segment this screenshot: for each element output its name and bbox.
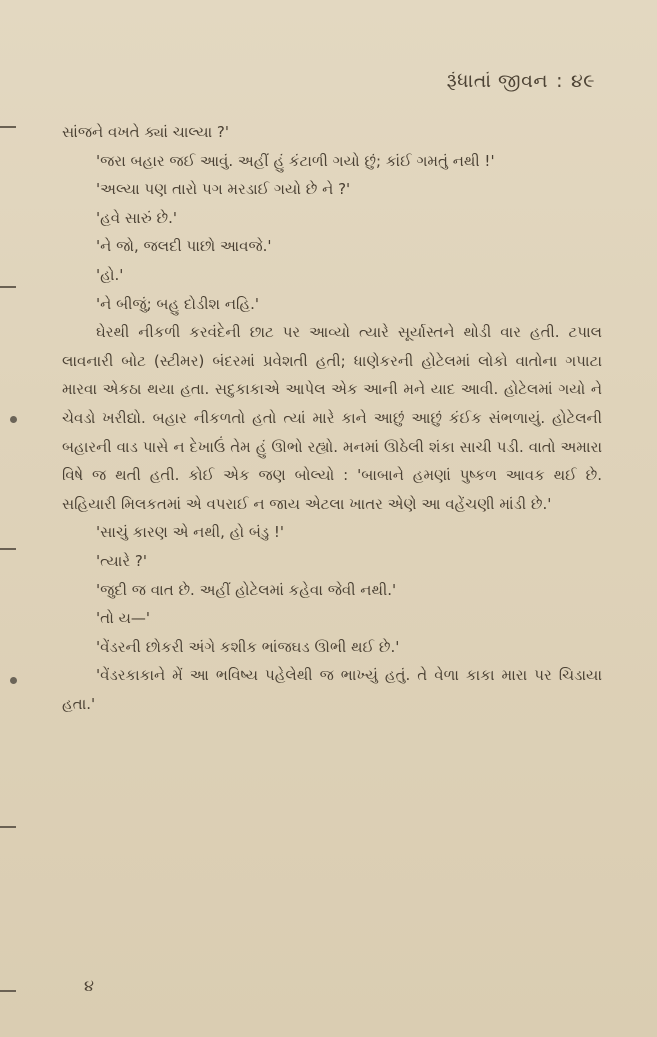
paragraph: 'જુદી જ વાત છે. અહીં હોટેલમાં કહેવા જેવી નથી.' [96, 580, 397, 599]
margin-binding-mark [0, 826, 16, 828]
margin-hole-dot [10, 677, 17, 684]
margin-binding-mark [0, 286, 16, 288]
signature-mark: ૪ [84, 976, 94, 995]
header-separator: : [556, 70, 563, 92]
margin-binding-mark [0, 548, 16, 550]
page-number: ૪૯ [570, 70, 595, 92]
paragraph: 'ને જો, જલદી પાછો આવજે.' [96, 237, 272, 256]
paragraph: 'અલ્યા પણ તારો પગ મરડાઈ ગયો છે ને ?' [96, 180, 351, 199]
paragraph: સાંજને વખતે ક્યાં ચાલ્યા ?' [62, 123, 230, 141]
paragraph: 'વેંડરની છોકરી અંગે કશીક ભાંજઘડ ઊભી થઈ છે.' [96, 637, 400, 656]
paragraph: 'ને બીજું; બહુ દોડીશ નહિ.' [96, 294, 260, 313]
margin-binding-mark [0, 990, 16, 992]
paragraph: 'વેંડરકાકાને મેં આ ભવિષ્ય પહેલેથી જ ભાખ્યું હતું. તે વેળા કાકા મારા પર ચિડાયા હતા.' [62, 666, 602, 713]
paragraph: 'ત્યારે ?' [96, 551, 147, 570]
paragraph: 'હવે સારું છે.' [96, 208, 177, 227]
body-text [62, 118, 602, 718]
running-header [447, 70, 595, 92]
margin-binding-mark [0, 126, 16, 128]
paragraph: 'જરા બહાર જઈ આવું. અહીં હું કંટાળી ગયો છું; કાંઈ ગમતું નથી !' [96, 151, 495, 170]
margin-hole-dot [10, 416, 17, 423]
paragraph: 'હો.' [96, 265, 124, 284]
paragraph: 'સાચું કારણ એ નથી, હો બંડુ !' [96, 523, 285, 542]
paragraph: 'તો ય—' [96, 609, 150, 628]
paragraph: ઘેરથી નીકળી કરવંદેની છાટ પર આવ્યો ત્યારે સૂર્યાસ્તને થોડી વાર હતી. ટપાલ લાવનારી બોટ (સ્ટીમર) બંદરમાં પ્રવેશતી હતી; ધાણેકરની હોટેલમાં લોકો વાતોના ગપાટા મારવા એકઠા થયા હતા. સદુકાકાએ આપેલ એક આની મને યાદ આવી. હોટેલમાં ગયો ને ચેવડો ખરીદ્યો. બહાર નીકળતો હતો ત્યાં મારે કાને આછું આછું કંઈક સંભળાયું. હોટેલની બહારની વાડ પાસે ન દેખાઉં તેમ હું ઊભો રહ્યો. મનમાં ઊઠેલી શંકા સાચી પડી. વાતો અમારા વિષે જ થતી હતી. કોઈ એક જણ બોલ્યો : 'બાબાને હમણાં પુષ્કળ આવક થઈ છે. સહિયારી મિલકતમાં એ વપરાઈ ન જાય એટલા ખાતર એણે આ વહેંચણી માંડી છે.' [62, 323, 602, 513]
running-header-title: રૂંધાતાં જીવન [446, 70, 549, 92]
